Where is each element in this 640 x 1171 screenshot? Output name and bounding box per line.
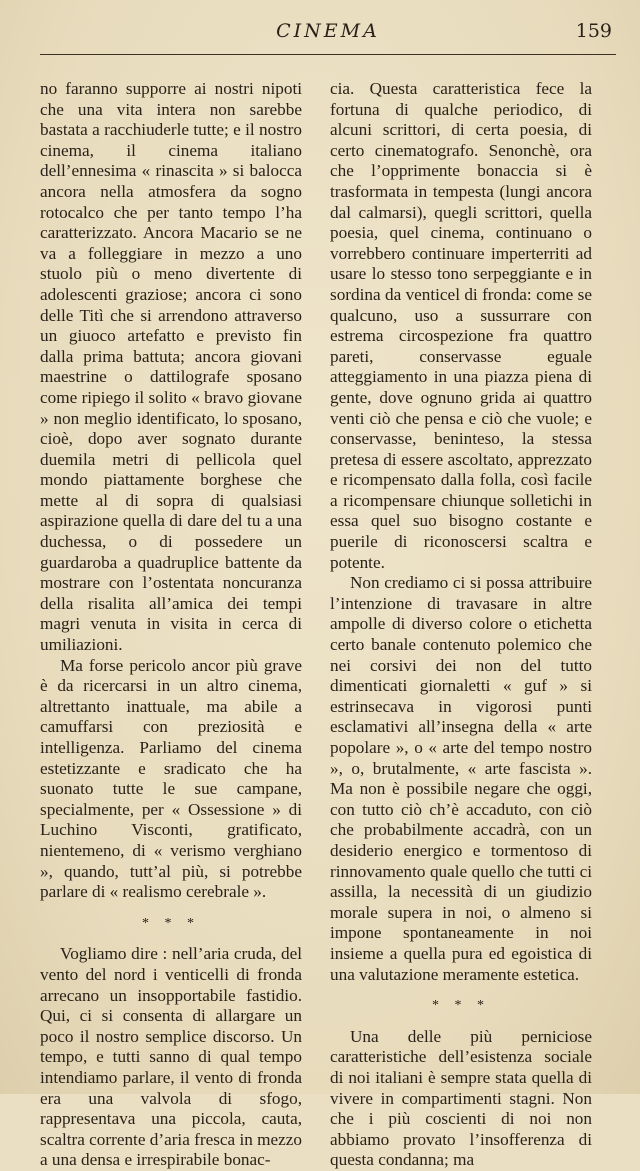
left-column [40,79,302,1171]
right-paragraph-2: Non crediamo ci si possa attribuire l’intenzione di travasare in altre ampolle di diverso colore o etichetta certo banale contenuto polemico che nei corsivi dei non del tutto dimenticati giornaletti « guf » si estrinsecava in vigorosi punti esclamativi all’insegna della « arte popolare », o « arte del tempo nostro », o, brutalmente, « arte fascista ». Ma non è possibile negare che oggi, con tutto ciò ch’è accaduto, con ciò che probabilmente accadrà, con un desiderio energico e tormentoso di rinnovamento quale quello che tutti ci assilla, la necessità di un giudizio morale supera in noi, o almeno si impone spontaneamente in noi insieme a quella pura ed egoistica di una valutazione meramente estetica. [330,573,592,984]
running-head-title: CINEMA [276,20,380,42]
right-column [330,79,592,1171]
left-paragraph-3: Vogliamo dire : nell’aria cruda, del vento del nord i venticelli di fronda arrecano un insopportabile fastidio. Qui, ci si consenta di allargare un poco il nostro semplice discorso. Un tempo, e tutti sanno di qual tempo intendiamo parlare, il vento di fronda era una valvola di sfogo, rappresentava una piccola, cauta, scaltra corrente d’aria fresca in mezzo a una densa e irrespirabile bonac- [40,944,302,1170]
section-separator: * * * [142,915,200,931]
right-paragraph-3: Una delle più perniciose caratteristiche dell’esistenza sociale di noi italiani è sempre stata quella di vivere in compartimenti stagni. Non che i più coscienti di noi non abbiamo provato l’insofferenza di questa condanna; ma [330,1026,592,1170]
page-header [40,18,616,55]
left-paragraph-1: no faranno supporre ai nostri nipoti che una vita intera non sarebbe bastata a racchiuderle tutte; e il nostro cinema, il cinema italiano dell’ennesima « rinascita » si balocca ancora nella atmosfera da sogno rotocalco che per tanto tempo l’ha caratterizzato. Ancora Macario se ne va a folleggiare in mezzo a uno stuolo più o meno divertente di adolescenti graziose; ancora ci sono delle Titì che si arrendono attraverso un giuoco artefatto e previsto fin dalla prima battuta; ancora giovani maestrine o dattilografe sposano come ripiego il solito « bravo giovane » non meglio identificato, lo sposano, cioè, dopo aver sognato durante duemila metri di pellicola quel mondo piattamente borghese che mette al di sopra di qualsiasi aspirazione quella di dare del tu a una duchessa, o di possedere un guardaroba a quadruplice battente da mostrare con l’ostentata noncuranza della risalita all’amica dei tempi magri venuta in visita in cerca di umiliazioni. [40,79,302,655]
section-separator: * * * [432,998,490,1014]
page-number: 159 [575,20,612,42]
right-paragraph-1: cia. Questa caratteristica fece la fortuna di qualche periodico, di alcuni scrittori, di certa poesia, di certo cinematografo. Senonchè, ora che l’opprimente bonaccia si è trasformata in tempesta (lungi ancora dal calmarsi), quegli scrittori, quella poesia, quel cinema, continuano o vorrebbero continuare imperterriti ad usare lo stesso tono serpeggiante e in sordina da venticel di fronda: come se qualcuno, uso a sussurrare con estrema circospezione fra quattro pareti, conservasse eguale atteggiamento in una piazza piena di gente, dove ognuno grida ai quattro venti ciò che pensa e ciò che vuole; e conservasse, beninteso, la stessa pretesa di essere ascoltato, apprezzato e ricompensato dalla folla, così facile a ricompensare chiunque solletichi in essa quel suo bisogno costante e puerile di riconoscersi scaltra e potente. [330,79,592,572]
left-paragraph-2: Ma forse pericolo ancor più grave è da ricercarsi in un altro cinema, altrettanto inattuale, ma abile a camuffarsi con preziosità e intelligenza. Parliamo del cinema estetizzante e sradicato che ha suonato tutte le sue campane, specialmente, per « Ossessione » di Luchino Visconti, gratificato, nientemeno, di « verismo verghiano », quando, tutt’al più, si potrebbe parlare di « realismo cerebrale ». [40,655,302,902]
